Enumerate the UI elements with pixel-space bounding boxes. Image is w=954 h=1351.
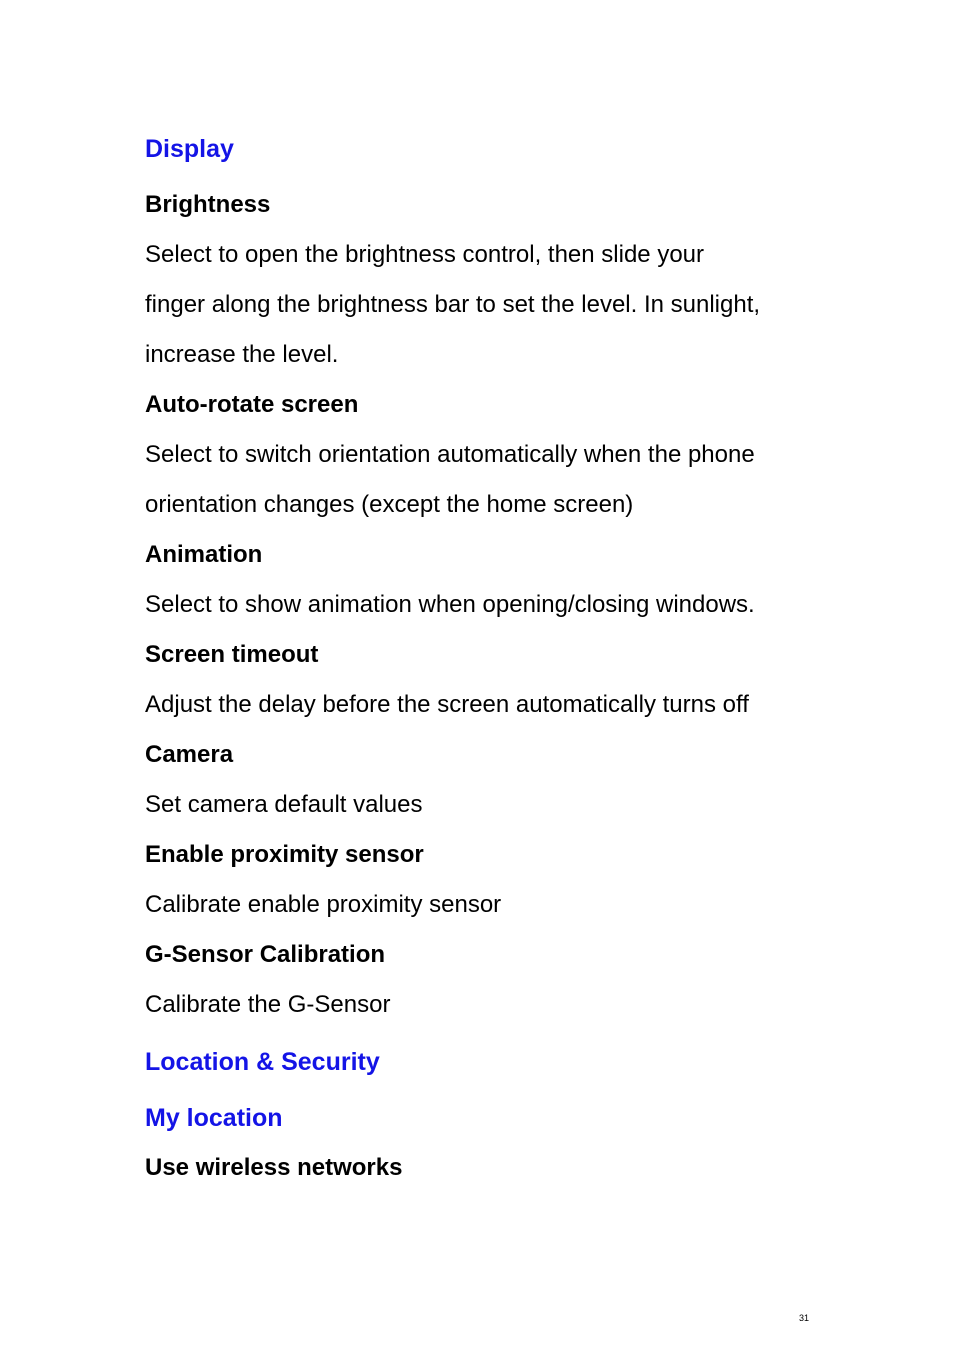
proximity-sensor-desc-line-1: Calibrate enable proximity sensor xyxy=(145,891,502,918)
location-security-heading: Location & Security xyxy=(145,1048,380,1076)
my-location-heading: My location xyxy=(145,1104,283,1132)
use-wireless-networks-title: Use wireless networks xyxy=(145,1154,403,1181)
animation-desc-line-1: Select to show animation when opening/closing windows. xyxy=(145,591,755,618)
camera-title: Camera xyxy=(145,741,234,768)
gsensor-title: G-Sensor Calibration xyxy=(145,941,386,968)
screen-timeout-title: Screen timeout xyxy=(145,641,319,668)
camera-desc-line-1: Set camera default values xyxy=(145,791,423,818)
gsensor-desc-line-1: Calibrate the G-Sensor xyxy=(145,991,391,1018)
autorotate-desc-line-2: orientation changes (except the home screen) xyxy=(145,491,634,518)
brightness-desc-line-3: increase the level. xyxy=(145,341,339,368)
brightness-desc-line-2: finger along the brightness bar to set the level. In sunlight, xyxy=(145,291,761,318)
brightness-desc-line-1: Select to open the brightness control, then slide your xyxy=(145,241,705,268)
autorotate-desc-line-1: Select to switch orientation automatically when the phone xyxy=(145,441,755,468)
display-heading: Display xyxy=(145,135,234,163)
page-number: 31 xyxy=(799,1313,810,1323)
proximity-sensor-title: Enable proximity sensor xyxy=(145,841,424,868)
autorotate-title: Auto-rotate screen xyxy=(145,391,359,418)
screen-timeout-desc-line-1: Adjust the delay before the screen automatically turns off xyxy=(145,691,749,718)
animation-title: Animation xyxy=(145,541,263,568)
brightness-title: Brightness xyxy=(145,191,271,218)
